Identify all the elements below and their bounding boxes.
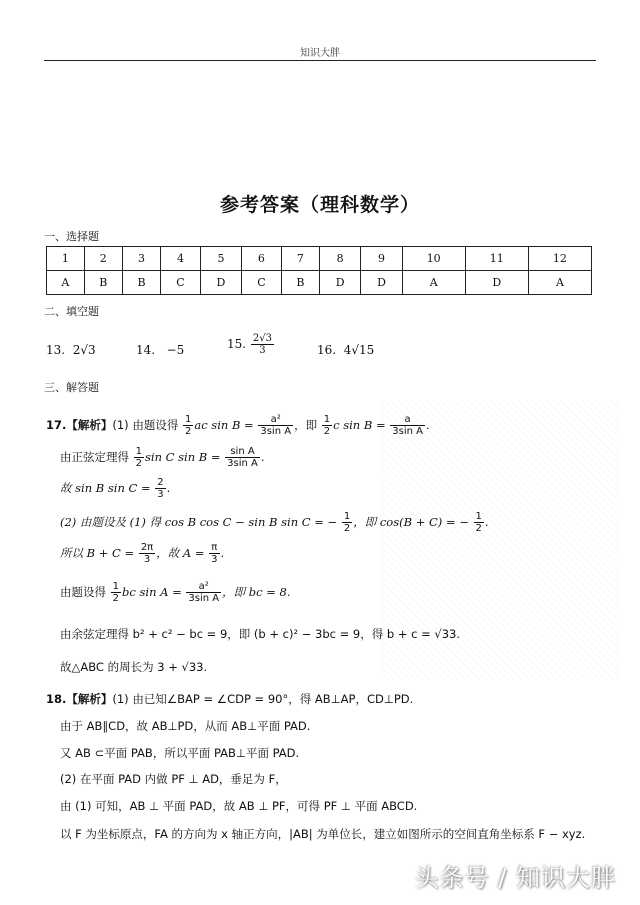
numerator: a [390, 414, 425, 426]
section-choice-heading: 一、选择题 [44, 230, 99, 243]
math-text: 故 sin B sin C = [60, 481, 151, 495]
table-cell: 6 [242, 247, 282, 271]
table-cell: 1 [47, 247, 85, 271]
question-number: 14. [136, 343, 156, 357]
text-run: ，即 [294, 418, 318, 432]
choice-answer-table [46, 246, 592, 295]
math-text: 所以 B + C = [60, 546, 135, 560]
table-cell: B [84, 271, 122, 295]
table-cell: 5 [200, 247, 241, 271]
text-run: . [260, 450, 265, 464]
table-cell: 10 [402, 247, 465, 271]
denominator: 2 [343, 523, 351, 534]
table-cell: 3 [122, 247, 160, 271]
fraction [183, 414, 193, 437]
table-cell: 12 [528, 247, 591, 271]
table-cell: 2 [84, 247, 122, 271]
table-cell: 7 [281, 247, 319, 271]
page-header: 知识大胖 [300, 48, 340, 59]
table-cell: B [281, 271, 319, 295]
numerator: 1 [475, 511, 482, 522]
text-run: (1) 由题设得 [112, 418, 179, 432]
table-cell: 11 [465, 247, 528, 271]
fraction [474, 511, 484, 534]
numerator: 2π [140, 542, 154, 553]
math-text: c sin B = [333, 418, 386, 432]
numerator: 1 [184, 414, 192, 425]
numerator: 1 [343, 511, 351, 522]
q18-line-3: 又 AB ⊂平面 PAB，所以平面 PAB⊥平面 PAD. [60, 746, 300, 760]
q17-line-4 [60, 511, 489, 534]
fraction [342, 511, 352, 534]
question-number: 16. [317, 343, 337, 357]
table-cell: 9 [361, 247, 402, 271]
text-run: . [425, 418, 430, 432]
q17-line-7: 由余弦定理得 b² + c² − bc = 9，即 (b + c)² − 3bc = 9，得 b + c = √33. [60, 627, 461, 641]
fraction [322, 414, 332, 437]
text-run: . [166, 481, 171, 495]
math-text: ac sin B = [194, 418, 254, 432]
fraction [258, 414, 293, 437]
numerator: 2 [157, 477, 164, 488]
numerator: 1 [112, 581, 120, 592]
math-text: sin C sin B = [145, 450, 221, 464]
q18-heading: 18.【解析】 [46, 692, 113, 706]
q17-line-8: 故△ABC 的周长为 3 + √33. [60, 660, 208, 674]
question-number: 13. [46, 343, 66, 357]
denominator: 3sin A [392, 426, 423, 437]
table-cell: B [122, 271, 160, 295]
q18-line-5: 由 (1) 可知，AB ⊥ 平面 PAD，故 AB ⊥ PF，可得 PF ⊥ 平面 ABCD. [60, 799, 418, 813]
q17-line-1 [46, 414, 430, 437]
table-cell: A [402, 271, 465, 295]
table-cell: D [200, 271, 241, 295]
denominator: 3 [157, 489, 164, 500]
fraction [155, 477, 165, 500]
table-cell: C [242, 271, 282, 295]
q17-heading: 17.【解析】 [46, 418, 113, 432]
fraction [225, 446, 260, 469]
numerator: 1 [323, 414, 331, 425]
section-solve-heading: 三、解答题 [44, 381, 99, 394]
numerator: sin A [225, 446, 260, 458]
table-row-answers [47, 271, 592, 295]
text-run: . [484, 515, 489, 529]
text-run: (1) 由已知∠BAP = ∠CDP = 90°，得 AB⊥AP，CD⊥PD. [112, 692, 414, 706]
page-title: 参考答案（理科数学） [219, 194, 420, 216]
denominator: 3 [211, 554, 218, 565]
denominator: 2 [184, 426, 192, 437]
fill-answer-13 [46, 343, 96, 357]
text-run: . [220, 546, 225, 560]
denominator: 3sin A [227, 458, 258, 469]
table-cell: 8 [319, 247, 360, 271]
q18-line-4: (2) 在平面 PAD 内做 PF ⊥ AD，垂足为 F， [60, 772, 287, 786]
fraction [134, 446, 144, 469]
table-row-numbers [47, 247, 592, 271]
table-cell: 4 [161, 247, 201, 271]
math-text: bc sin A = [122, 585, 182, 599]
numerator: 2√3 [252, 333, 273, 344]
denominator: 3 [143, 554, 151, 565]
denominator: 3sin A [188, 593, 220, 604]
header-divider [44, 60, 596, 61]
text-run: 由正弦定理得 [60, 450, 129, 464]
fill-answer-14 [136, 343, 184, 357]
denominator: 2 [135, 458, 143, 469]
table-cell: D [465, 271, 528, 295]
numerator: π [209, 542, 219, 554]
denominator: 2 [323, 426, 331, 437]
fill-answer-16 [317, 343, 374, 357]
q18-line-1 [46, 691, 413, 707]
watermark: 头条号 / 知识大胖 [414, 864, 616, 892]
fraction [139, 542, 155, 565]
numerator: 1 [135, 446, 143, 457]
q17-line-2 [60, 446, 265, 469]
table-cell: D [319, 271, 360, 295]
math-text: ，故 A = [156, 546, 205, 560]
math-text: ，即 bc = 8. [222, 585, 291, 599]
table-cell: D [361, 271, 402, 295]
answer-value: 2√3 [72, 343, 96, 357]
denominator: 3 [259, 345, 266, 356]
numerator: a² [258, 414, 293, 426]
q18-line-2: 由于 AB∥CD，故 AB⊥PD，从而 AB⊥平面 PAD. [60, 719, 311, 733]
fraction [111, 581, 121, 604]
table-cell: C [161, 271, 201, 295]
answer-value: −5 [166, 343, 185, 357]
numerator: a² [186, 581, 221, 593]
question-number: 15. [227, 337, 247, 351]
q17-line-3 [60, 477, 170, 500]
fill-answer-15 [227, 333, 275, 356]
table-cell: A [528, 271, 591, 295]
denominator: 2 [475, 523, 482, 534]
fraction [209, 542, 219, 565]
q18-line-6: 以 F 为坐标原点，FA 的方向为 x 轴正方向，|AB| 为单位长，建立如图所示的空间直角坐标系 F − xyz. [60, 827, 586, 841]
table-cell: A [47, 271, 85, 295]
fraction [390, 414, 425, 437]
fraction [186, 581, 221, 604]
text-run: 由题设得 [60, 585, 106, 599]
answer-fraction [251, 333, 274, 356]
math-text: (2) 由题设及 (1) 得 cos B cos C − sin B sin C = − [60, 515, 338, 529]
denominator: 3sin A [260, 426, 292, 437]
q17-line-5 [60, 542, 224, 565]
math-text: ，即 cos(B + C) = − [353, 515, 469, 529]
answer-value: 4√15 [343, 343, 375, 357]
denominator: 2 [112, 593, 120, 604]
q17-line-6 [60, 581, 291, 604]
section-fill-heading: 二、填空题 [44, 305, 99, 318]
